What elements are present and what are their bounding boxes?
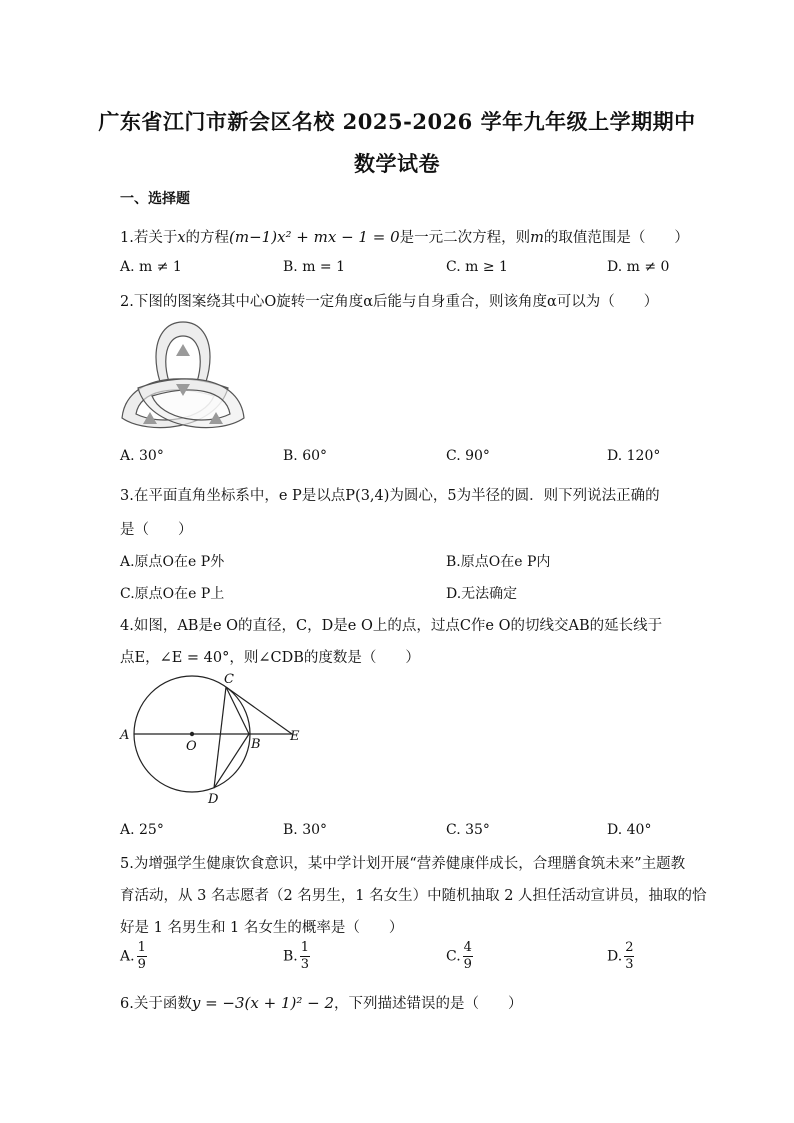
q5-option-a-label: A. <box>120 948 135 965</box>
question-4-line1: 4.如图，AB是e O的直径，C，D是e O上的点，过点C作e O的切线交AB的延长线于 <box>120 618 663 634</box>
question-3-line2: 是（ ） <box>120 522 193 538</box>
q5-option-a-den: 9 <box>137 957 146 972</box>
question-5-line2: 育活动，从 3 名志愿者（2 名男生，1 名女生）中随机抽取 2 人担任活动宣讲员，抽取的恰 <box>120 888 707 904</box>
q3-option-c: C.原点O在e P上 <box>120 586 225 602</box>
q1-mid: 的方程 <box>185 230 230 246</box>
q5-option-d-den: 3 <box>625 957 634 972</box>
question-6 <box>120 992 523 1013</box>
q3-option-a: A.原点O在e P外 <box>120 554 225 570</box>
q5-option-d-label: D. <box>607 948 623 965</box>
question-5-line3: 好是 1 名男生和 1 名女生的概率是（ ） <box>120 920 404 936</box>
q3-option-b: B.原点O在e P内 <box>446 554 551 570</box>
q1-var: x <box>177 230 186 246</box>
q1-prefix: 1.若关于 <box>120 230 178 246</box>
q4-option-a: A. 25° <box>120 822 164 838</box>
q1-option-c: C. m ≥ 1 <box>446 259 508 275</box>
q2-option-a: A. 30° <box>120 448 164 464</box>
label-b: B <box>251 737 261 752</box>
q6-prefix: 6.关于函数 <box>120 996 192 1012</box>
q5-option-d <box>607 940 634 973</box>
q5-option-c-den: 9 <box>463 957 472 972</box>
q1-var2: m <box>530 230 544 246</box>
q3-option-d: D.无法确定 <box>446 586 518 602</box>
circle-tangent-figure <box>114 670 310 808</box>
q1-suffix: 是一元二次方程，则 <box>399 230 531 246</box>
q5-option-b-label: B. <box>283 948 298 965</box>
triquetra-figure <box>118 318 248 436</box>
q5-option-c-num: 4 <box>463 940 472 955</box>
q5-option-c <box>446 940 473 973</box>
q5-option-d-num: 2 <box>625 940 634 955</box>
q5-option-a <box>120 940 147 973</box>
q6-suffix: ，下列描述错误的是（ ） <box>334 996 523 1012</box>
q5-option-b-den: 3 <box>300 957 310 972</box>
question-5-line1: 5.为增强学生健康饮食意识，某中学计划开展“营养健康伴成长，合理膳食筑未来”主题教 <box>120 856 686 872</box>
label-o: O <box>186 739 197 754</box>
label-e: E <box>290 729 300 744</box>
label-a: A <box>120 728 130 743</box>
q5-option-b-num: 1 <box>300 940 310 955</box>
q1-option-a: A. m ≠ 1 <box>120 259 182 275</box>
q1-equation: (m−1)x² + mx − 1 = 0 <box>229 228 400 246</box>
q1-option-b: B. m = 1 <box>283 259 346 275</box>
question-3-line1: 3.在平面直角坐标系中，e P是以点P(3,4)为圆心，5为半径的圆．则下列说法正确的 <box>120 488 660 504</box>
q2-option-b: B. 60° <box>283 448 328 464</box>
question-2: 2.下图的图案绕其中心O旋转一定角度α后能与自身重合，则该角度α可以为（ ） <box>120 294 659 310</box>
q5-option-a-num: 1 <box>137 940 146 955</box>
q5-option-c-label: C. <box>446 948 461 965</box>
q2-option-c: C. 90° <box>446 448 490 464</box>
label-d: D <box>208 792 219 807</box>
page-subtitle: 数学试卷 <box>354 151 440 176</box>
label-c: C <box>224 672 234 687</box>
q1-option-d: D. m ≠ 0 <box>607 259 670 275</box>
q4-option-d: D. 40° <box>607 822 652 838</box>
q4-option-c: C. 35° <box>446 822 490 838</box>
q4-option-b: B. 30° <box>283 822 328 838</box>
q5-option-b <box>283 940 310 973</box>
q1-end: 的取值范围是（ ） <box>543 230 689 246</box>
page-title: 广东省江门市新会区名校 2025-2026 学年九年级上学期期中 <box>98 109 696 134</box>
section-heading: 一、选择题 <box>120 191 190 207</box>
q2-option-d: D. 120° <box>607 448 661 464</box>
q6-equation: y = −3(x + 1)² − 2 <box>191 994 335 1012</box>
question-4-line2: 点E，∠E = 40°，则∠CDB的度数是（ ） <box>120 650 420 666</box>
question-1 <box>120 226 689 247</box>
